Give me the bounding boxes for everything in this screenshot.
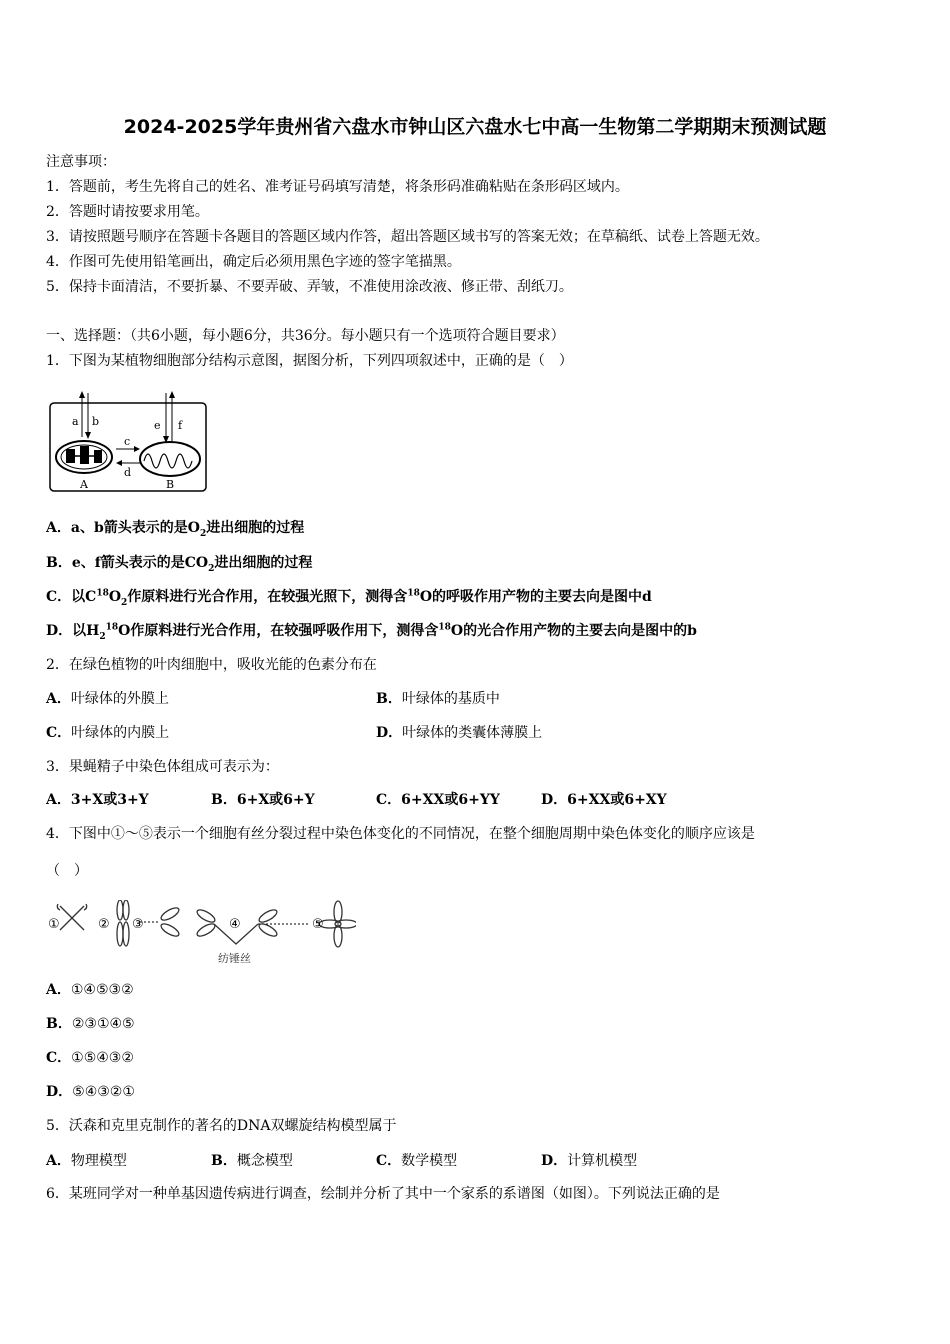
q4-option-d[interactable]: D．⑤④③②① (46, 1084, 135, 1100)
notice-item: 3．请按照题号顺序在答题卡各题目的答题区域内作答，超出答题区域书写的答案无效；在草稿纸、试卷上答题无效。 (46, 229, 769, 245)
label-A: A (80, 478, 88, 491)
label-a: a (72, 415, 79, 428)
notice-item: 2．答题时请按要求用笔。 (46, 204, 209, 220)
label-e: e (154, 419, 161, 432)
figure-label-5: ⑤ (312, 917, 324, 932)
question-4-stem: 4．下图中①～⑤表示一个细胞有丝分裂过程中染色体变化的不同情况，在整个细胞周期中染色体变化的顺序应该是 (46, 826, 755, 842)
question-4-paren: （ ） (46, 863, 88, 879)
q3-option-a[interactable]: A．3+X或3+Y (46, 792, 149, 808)
q4-option-a[interactable]: A．①④⑤③② (46, 982, 134, 998)
q1-option-c[interactable]: C．以$C^{18}O_2$作原料进行光合作用，在较强光照下，测得含$^{18}$O的呼吸作用产物的主要去向是图中d (46, 588, 652, 608)
question-1-stem: 1．下图为某植物细胞部分结构示意图，据图分析，下列四项叙述中，正确的是（ ） (46, 353, 573, 369)
figure-label-1: ① (48, 917, 60, 932)
cell-structure-figure (48, 389, 210, 495)
q5-option-c[interactable]: C．数学模型 (376, 1153, 458, 1169)
notice-item: 4．作图可先使用铅笔画出，确定后必须用黑色字迹的签字笔描黑。 (46, 254, 461, 270)
q4-option-c[interactable]: C．①⑤④③② (46, 1050, 134, 1066)
section-heading: 一、选择题：（共6小题，每小题6分，共36分。每小题只有一个选项符合题目要求） (46, 328, 565, 344)
question-2-stem: 2．在绿色植物的叶肉细胞中，吸收光能的色素分布在 (46, 657, 377, 673)
label-c: c (124, 435, 131, 448)
q5-option-d[interactable]: D．计算机模型 (541, 1153, 638, 1169)
question-6-stem: 6．某班同学对一种单基因遗传病进行调查，绘制并分析了其中一个家系的系谱图（如图）。下列说法正确的是 (46, 1186, 720, 1202)
q1-option-d[interactable]: D．以$H_2^{18}O$作原料进行光合作用，在较强呼吸作用下，测得含$^{18}$O的光合作用产物的主要去向是图中的b (46, 622, 697, 642)
question-3-stem: 3．果蝇精子中染色体组成可表示为： (46, 759, 279, 775)
notice-item: 1．答题前，考生先将自己的姓名、准考证号码填写清楚，将条形码准确粘贴在条形码区域内。 (46, 179, 629, 195)
q4-option-b[interactable]: B．②③①④⑤ (46, 1016, 135, 1032)
q3-option-d[interactable]: D．6+XX或6+XY (541, 792, 667, 808)
q5-option-b[interactable]: B．概念模型 (211, 1153, 293, 1169)
label-f: f (178, 419, 183, 432)
q2-option-a[interactable]: A．叶绿体的外膜上 (46, 691, 169, 707)
q2-option-c[interactable]: C．叶绿体的内膜上 (46, 725, 170, 741)
q2-option-b[interactable]: B．叶绿体的基质中 (376, 691, 500, 707)
figure-label-4: ④ (229, 917, 241, 932)
notice-item: 5．保持卡面清洁，不要折暴、不要弄破、弄皱，不准使用涂改液、修正带、刮纸刀。 (46, 279, 573, 295)
figure-label-2: ② (98, 917, 110, 932)
q1-option-b[interactable]: B．e、f箭头表示的是$CO_2$进出细胞的过程 (46, 555, 313, 574)
page-title: 2024-2025学年贵州省六盘水市钟山区六盘水七中高一生物第二学期期末预测试题 (123, 116, 827, 138)
q5-option-a[interactable]: A．物理模型 (46, 1153, 127, 1169)
q3-option-b[interactable]: B．6+X或6+Y (211, 792, 315, 808)
figure-label-3: ③ (132, 917, 144, 932)
figure-caption: 纺锤丝 (218, 952, 251, 965)
question-5-stem: 5．沃森和克里克制作的著名的DNA双螺旋结构模型属于 (46, 1118, 397, 1134)
q2-option-d[interactable]: D．叶绿体的类囊体薄膜上 (376, 725, 543, 741)
label-b: b (92, 415, 100, 428)
label-d: d (124, 466, 132, 479)
notice-heading: 注意事项： (46, 154, 116, 170)
q1-option-a[interactable]: A．a、b箭头表示的是$O_2$进出细胞的过程 (46, 520, 305, 539)
label-B: B (166, 478, 175, 491)
q3-option-c[interactable]: C．6+XX或6+YY (376, 792, 500, 808)
mitosis-chromosome-figure (46, 900, 356, 970)
